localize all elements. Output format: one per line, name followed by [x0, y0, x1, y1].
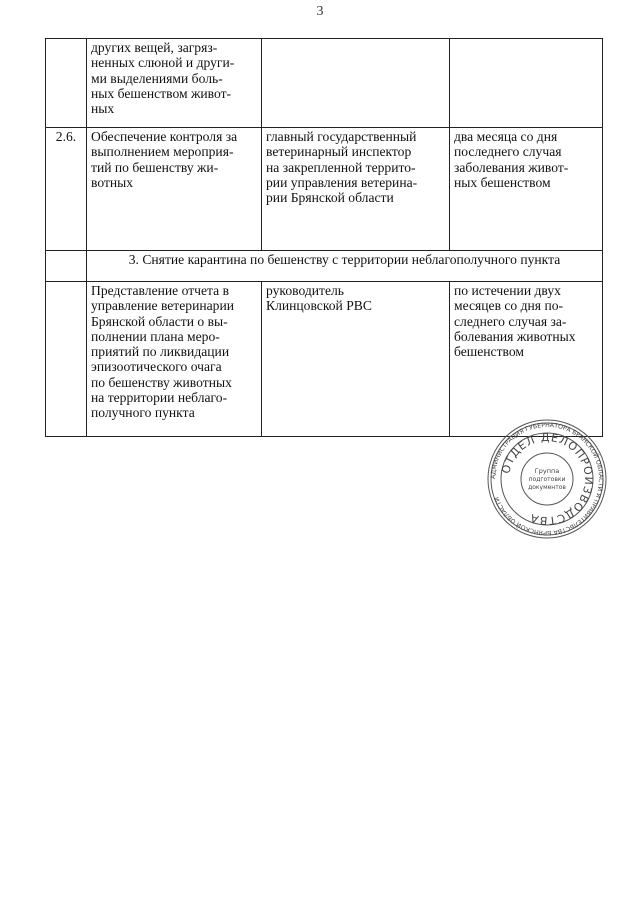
- row-number: [46, 39, 87, 128]
- responsible-cell: [262, 39, 450, 128]
- stamp-center-line: подготовки: [528, 476, 566, 483]
- row-number: [46, 282, 87, 437]
- deadline-cell: по истечении двух месяцев со дня по- следнего случая за- болевания животных бешенством: [450, 282, 603, 437]
- responsible-cell: руководитель Клинцовской РВС: [262, 282, 450, 437]
- plan-table: [45, 38, 603, 437]
- section-row: [46, 251, 603, 282]
- table-row: [46, 282, 603, 437]
- row-number: 2.6.: [46, 128, 87, 251]
- responsible-cell: главный государственный ветеринарный инспектор на закрепленной террито- рии управления ветерина- рии Брянской области: [262, 128, 450, 251]
- department-stamp: [486, 418, 608, 540]
- table-row: [46, 39, 603, 128]
- measure-cell: других вещей, загряз- ненных слюной и други- ми выделениями боль- ных бешенством живот- ных: [87, 39, 262, 128]
- stamp-center-line: документов: [528, 484, 566, 491]
- deadline-cell: [450, 39, 603, 128]
- measure-cell: Обеспечение контроля за выполнением мероприя- тий по бешенству жи- вотных: [87, 128, 262, 251]
- deadline-cell: два месяца со дня последнего случая заболевания живот- ных бешенством: [450, 128, 603, 251]
- measure-cell: Представление отчета в управление ветеринарии Брянской области о вы- полнении плана меро- приятий по ликвидации эпизоотического очага по бешенству животных на территории неблаго- получного пункта: [87, 282, 262, 437]
- stamp-arc-text: ОТДЕЛ ДЕЛОПРОИЗВОДСТВА: [499, 430, 596, 528]
- section-heading: 3. Снятие карантина по бешенству с территории неблагополучного пункта: [87, 251, 603, 282]
- table-row: [46, 128, 603, 251]
- page-number: 3: [316, 4, 324, 19]
- stamp-ring-text: АДМИНИСТРАЦИЯ ГУБЕРНАТОРА БРЯНСКОЙ ОБЛАСТИ И ПРАВИТЕЛЬСТВА БРЯНСКОЙ ОБЛАСТИ: [489, 421, 605, 537]
- stamp-center-line: Группа: [534, 467, 560, 475]
